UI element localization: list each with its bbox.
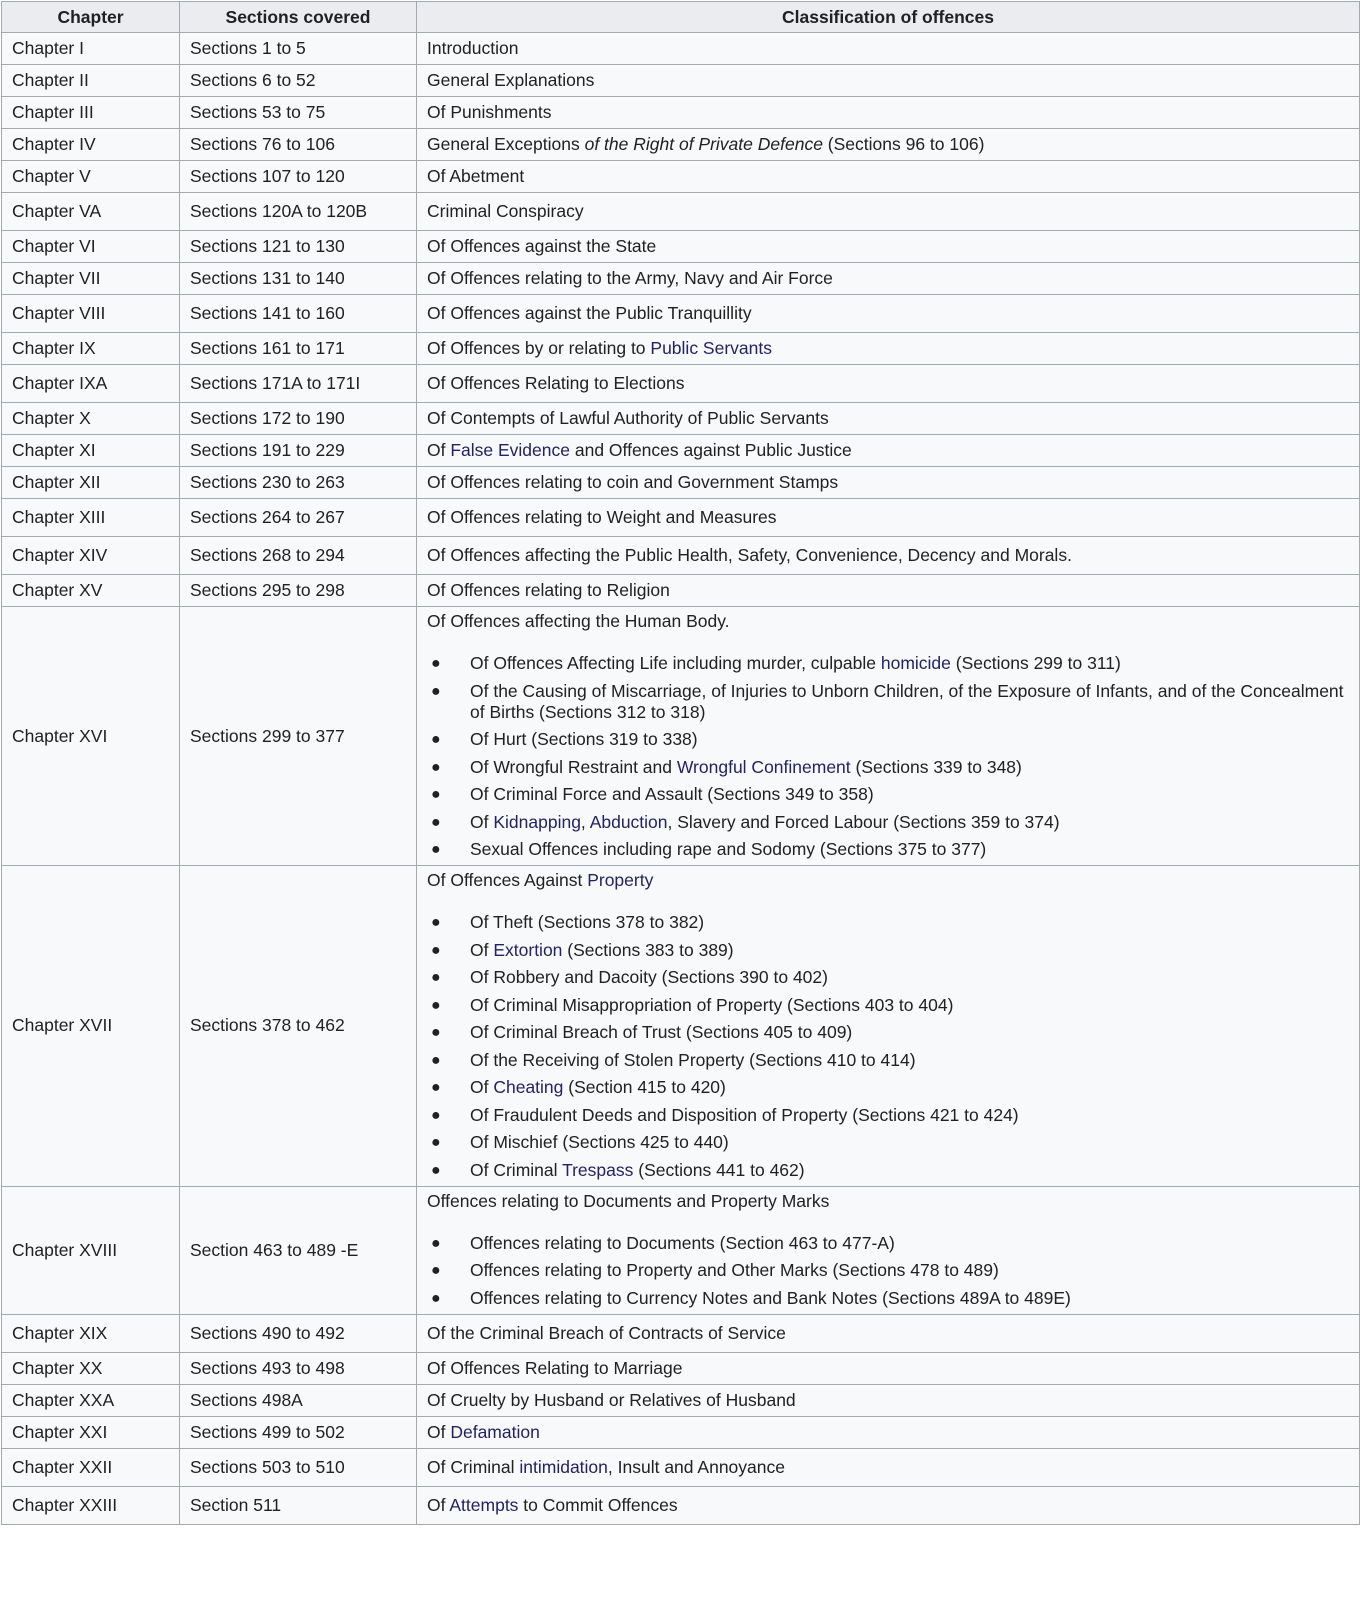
classification-heading <box>427 870 1349 891</box>
chapter-cell: Chapter X <box>2 403 180 435</box>
classification-italic-text: of the Right of Private Defence <box>584 134 823 154</box>
chapter-cell: Chapter V <box>2 161 180 193</box>
classification-text: to Commit Offences <box>518 1494 678 1515</box>
sections-cell: Sections 499 to 502 <box>180 1416 417 1448</box>
list-item-text: Of the Causing of Miscarriage, of Injuries to Unborn Children, of the Exposure of Infants, and of the Concealment of Births (Sections 312 to 318) <box>470 680 1344 722</box>
list-item-text: (Section 415 to 420) <box>563 1077 726 1097</box>
sections-cell: Section 463 to 489 -E <box>180 1186 417 1314</box>
list-item-text: Of Criminal <box>470 1159 563 1180</box>
classification-cell: Of Abetment <box>417 161 1360 193</box>
chapter-cell: Chapter IX <box>2 333 180 365</box>
classification-cell: Of Punishments <box>417 97 1360 129</box>
table-row <box>2 435 1360 467</box>
list-item-text: Of <box>470 939 494 960</box>
list-item <box>427 1288 1349 1309</box>
classification-heading: Offences relating to Documents and Property Marks <box>427 1190 830 1211</box>
table-row <box>2 193 1360 231</box>
trespass-link[interactable]: Trespass <box>562 1159 634 1180</box>
classification-cell: Of Cruelty by Husband or Relatives of Husband <box>417 1384 1360 1416</box>
classification-cell: Introduction <box>417 33 1360 65</box>
sections-cell: Section 511 <box>180 1486 417 1524</box>
sections-cell: Sections 120A to 120B <box>180 193 417 231</box>
table-row <box>2 467 1360 499</box>
classification-text: General Exceptions <box>427 134 585 154</box>
header-chapter[interactable]: Chapter <box>2 2 180 33</box>
bullet-icon: ● <box>431 786 441 803</box>
attempts-link[interactable]: Attempts <box>449 1494 519 1515</box>
table-row <box>2 97 1360 129</box>
chapter-cell: Chapter XVII <box>2 866 180 1187</box>
list-item-text: (Sections 339 to 348) <box>850 756 1022 777</box>
table-row <box>2 537 1360 575</box>
list-item-text: Of Wrongful Restraint and <box>470 756 677 777</box>
list-item-text: Of Offences Affecting Life including murder, culpable <box>470 653 881 673</box>
chapter-cell: Chapter I <box>2 33 180 65</box>
table-row <box>2 161 1360 193</box>
list-item <box>427 1160 1349 1181</box>
bullet-icon: ● <box>431 1262 441 1279</box>
offence-list <box>427 653 1349 860</box>
sections-cell: Sections 268 to 294 <box>180 537 417 575</box>
table-row <box>2 365 1360 403</box>
list-item-text: Of Theft (Sections 378 to 382) <box>470 912 705 932</box>
bullet-icon: ● <box>431 941 441 959</box>
table-row <box>2 499 1360 537</box>
sections-cell: Sections 6 to 52 <box>180 65 417 97</box>
list-item-text: Of <box>470 1077 494 1097</box>
chapter-cell: Chapter IV <box>2 129 180 161</box>
false-evidence-link[interactable]: False Evidence <box>450 440 570 460</box>
classification-text: Of Offences by or relating to <box>427 338 651 358</box>
classification-cell <box>417 607 1360 866</box>
bullet-icon: ● <box>431 1161 441 1179</box>
chapter-cell: Chapter II <box>2 65 180 97</box>
defamation-link[interactable]: Defamation <box>450 1421 540 1442</box>
classification-cell <box>417 1448 1360 1486</box>
classification-text: Of Criminal <box>427 1456 520 1477</box>
sections-cell: Sections 378 to 462 <box>180 866 417 1187</box>
cheating-link[interactable]: Cheating <box>493 1077 564 1097</box>
abduction-link[interactable]: Abduction <box>589 811 668 832</box>
list-item-text: Of the Receiving of Stolen Property (Sections 410 to 414) <box>470 1049 916 1070</box>
list-item-text: (Sections 441 to 462) <box>633 1159 805 1180</box>
chapter-cell: Chapter III <box>2 97 180 129</box>
sections-cell: Sections 53 to 75 <box>180 97 417 129</box>
list-item-text: Of <box>470 811 494 832</box>
classification-cell <box>417 333 1360 365</box>
bullet-icon: ● <box>431 682 441 700</box>
sections-cell: Sections 107 to 120 <box>180 161 417 193</box>
homicide-link[interactable]: homicide <box>880 653 951 673</box>
list-item-text: Of Fraudulent Deeds and Disposition of Property (Sections 421 to 424) <box>470 1104 1019 1125</box>
bullet-icon: ● <box>431 1234 441 1252</box>
classification-cell: Of Offences relating to the Army, Navy and Air Force <box>417 263 1360 295</box>
classification-cell: Of Contempts of Lawful Authority of Public Servants <box>417 403 1360 435</box>
sections-cell: Sections 490 to 492 <box>180 1314 417 1352</box>
list-item-text: Of Criminal Force and Assault (Sections 349 to 358) <box>470 784 874 804</box>
property-link[interactable]: Property <box>587 870 654 890</box>
public-servants-link[interactable]: Public Servants <box>650 338 772 358</box>
classification-cell <box>417 1486 1360 1524</box>
classification-heading: Of Offences affecting the Human Body. <box>427 611 730 631</box>
classification-cell: Of Offences against the Public Tranquillity <box>417 295 1360 333</box>
list-item <box>427 940 1349 961</box>
table-row <box>2 1448 1360 1486</box>
list-item <box>427 1260 1349 1281</box>
table-row <box>2 65 1360 97</box>
list-item <box>427 912 1349 933</box>
kidnapping-link[interactable]: Kidnapping <box>493 811 581 832</box>
extortion-link[interactable]: Extortion <box>493 939 563 960</box>
sections-cell: Sections 264 to 267 <box>180 499 417 537</box>
list-item-text: Of Criminal Breach of Trust (Sections 405 to 409) <box>470 1022 853 1042</box>
table-row <box>2 1416 1360 1448</box>
table-row <box>2 263 1360 295</box>
list-item <box>427 1022 1349 1043</box>
list-item <box>427 812 1349 833</box>
sections-cell: Sections 191 to 229 <box>180 435 417 467</box>
chapter-cell: Chapter VIII <box>2 295 180 333</box>
table-row <box>2 607 1360 866</box>
sections-cell: Sections 493 to 498 <box>180 1352 417 1384</box>
header-classification[interactable]: Classification of offences <box>417 2 1360 33</box>
sections-cell: Sections 76 to 106 <box>180 129 417 161</box>
table-row <box>2 231 1360 263</box>
list-item-text: Of Mischief (Sections 425 to 440) <box>470 1132 729 1152</box>
offence-list <box>427 912 1349 1181</box>
chapter-cell: Chapter XIII <box>2 499 180 537</box>
sections-cell: Sections 171A to 171I <box>180 365 417 403</box>
sections-cell: Sections 1 to 5 <box>180 33 417 65</box>
list-item <box>427 1105 1349 1126</box>
list-item-text: Sexual Offences including rape and Sodomy (Sections 375 to 377) <box>470 839 987 859</box>
list-item-text: Of Robbery and Dacoity (Sections 390 to 402) <box>470 967 828 987</box>
sections-cell: Sections 161 to 171 <box>180 333 417 365</box>
list-item <box>427 757 1349 778</box>
chapters-table <box>1 1 1360 1525</box>
bullet-icon: ● <box>431 914 441 931</box>
list-item <box>427 1050 1349 1071</box>
chapter-cell: Chapter XVIII <box>2 1186 180 1314</box>
chapter-cell: Chapter XVI <box>2 607 180 866</box>
table-row <box>2 1352 1360 1384</box>
bullet-icon: ● <box>431 1289 441 1307</box>
classification-cell: Of Offences relating to Religion <box>417 575 1360 607</box>
list-item-text: , Slavery and Forced Labour (Sections 359 to 374) <box>667 811 1060 832</box>
chapter-cell: Chapter XXI <box>2 1416 180 1448</box>
chapter-cell: Chapter XX <box>2 1352 180 1384</box>
list-item <box>427 729 1349 750</box>
classification-text: Of Offences Against <box>427 870 588 890</box>
sections-cell: Sections 299 to 377 <box>180 607 417 866</box>
bullet-icon: ● <box>431 813 441 831</box>
bullet-icon: ● <box>431 1051 441 1069</box>
classification-text: , Insult and Annoyance <box>607 1456 785 1477</box>
table-row <box>2 866 1360 1187</box>
intimidation-link[interactable]: intimidation <box>519 1456 608 1477</box>
sections-cell: Sections 131 to 140 <box>180 263 417 295</box>
sections-cell: Sections 121 to 130 <box>180 231 417 263</box>
chapter-cell: Chapter IXA <box>2 365 180 403</box>
classification-cell: Of the Criminal Breach of Contracts of Service <box>417 1314 1360 1352</box>
bullet-icon: ● <box>431 1024 441 1041</box>
list-item-text: Offences relating to Currency Notes and Bank Notes (Sections 489A to 489E) <box>470 1287 1071 1308</box>
sections-cell: Sections 230 to 263 <box>180 467 417 499</box>
sections-cell: Sections 141 to 160 <box>180 295 417 333</box>
bullet-icon: ● <box>431 758 441 776</box>
classification-cell <box>417 866 1360 1187</box>
classification-cell: Criminal Conspiracy <box>417 193 1360 231</box>
list-item <box>427 653 1349 674</box>
list-item-text: , <box>580 811 590 832</box>
chapter-cell: Chapter XI <box>2 435 180 467</box>
bullet-icon: ● <box>431 655 441 672</box>
chapter-cell: Chapter XV <box>2 575 180 607</box>
table-row <box>2 575 1360 607</box>
offence-list <box>427 1233 1349 1309</box>
table-row <box>2 1186 1360 1314</box>
chapter-cell: Chapter VA <box>2 193 180 231</box>
table-row <box>2 1314 1360 1352</box>
list-item <box>427 967 1349 988</box>
list-item <box>427 1077 1349 1098</box>
classification-cell: Of Offences Relating to Marriage <box>417 1352 1360 1384</box>
classification-cell: Of Offences Relating to Elections <box>417 365 1360 403</box>
classification-text: Of <box>427 1494 450 1515</box>
classification-cell <box>417 1416 1360 1448</box>
list-item <box>427 839 1349 860</box>
table-row <box>2 1384 1360 1416</box>
list-item-text: (Sections 299 to 311) <box>950 653 1121 673</box>
table-row <box>2 1486 1360 1524</box>
list-item <box>427 1233 1349 1254</box>
classification-cell: Of Offences relating to coin and Government Stamps <box>417 467 1360 499</box>
header-sections[interactable]: Sections covered <box>180 2 417 33</box>
sections-cell: Sections 172 to 190 <box>180 403 417 435</box>
bullet-icon: ● <box>431 1079 441 1096</box>
list-item <box>427 995 1349 1016</box>
sections-cell: Sections 503 to 510 <box>180 1448 417 1486</box>
table-row <box>2 295 1360 333</box>
classification-text: and Offences against Public Justice <box>570 440 852 460</box>
header-row <box>2 2 1360 33</box>
chapter-cell: Chapter XIX <box>2 1314 180 1352</box>
bullet-icon: ● <box>431 731 441 748</box>
classification-cell <box>417 1186 1360 1314</box>
classification-cell: General Explanations <box>417 65 1360 97</box>
chapter-cell: Chapter VI <box>2 231 180 263</box>
wrongful-confinement-link[interactable]: Wrongful Confinement <box>676 756 851 777</box>
bullet-icon: ● <box>431 1134 441 1151</box>
chapter-cell: Chapter XII <box>2 467 180 499</box>
list-item <box>427 681 1349 723</box>
chapter-cell: Chapter VII <box>2 263 180 295</box>
list-item-text: Offences relating to Documents (Section 463 to 477-A) <box>470 1232 895 1253</box>
sections-cell: Sections 498A <box>180 1384 417 1416</box>
classification-cell <box>417 435 1360 467</box>
table-row <box>2 129 1360 161</box>
table-row <box>2 33 1360 65</box>
list-item-text: Of Hurt (Sections 319 to 338) <box>470 729 698 749</box>
table-row <box>2 403 1360 435</box>
list-item-text: (Sections 383 to 389) <box>562 939 734 960</box>
chapter-cell: Chapter XXII <box>2 1448 180 1486</box>
chapter-cell: Chapter XXIII <box>2 1486 180 1524</box>
classification-cell: Of Offences relating to Weight and Measures <box>417 499 1360 537</box>
classification-cell <box>417 129 1360 161</box>
list-item-text: Of Criminal Misappropriation of Property (Sections 403 to 404) <box>470 994 954 1015</box>
chapter-cell: Chapter XXA <box>2 1384 180 1416</box>
bullet-icon: ● <box>431 841 441 858</box>
classification-text: (Sections 96 to 106) <box>822 134 985 154</box>
chapter-cell: Chapter XIV <box>2 537 180 575</box>
list-item <box>427 784 1349 805</box>
classification-text: Of <box>427 1421 451 1442</box>
bullet-icon: ● <box>431 996 441 1014</box>
bullet-icon: ● <box>431 1106 441 1124</box>
table-row <box>2 333 1360 365</box>
classification-cell: Of Offences affecting the Public Health, Safety, Convenience, Decency and Morals. <box>417 537 1360 575</box>
list-item-text: Offences relating to Property and Other Marks (Sections 478 to 489) <box>470 1260 999 1280</box>
classification-text: Of <box>427 440 451 460</box>
bullet-icon: ● <box>431 969 441 986</box>
classification-cell: Of Offences against the State <box>417 231 1360 263</box>
sections-cell: Sections 295 to 298 <box>180 575 417 607</box>
list-item <box>427 1132 1349 1153</box>
